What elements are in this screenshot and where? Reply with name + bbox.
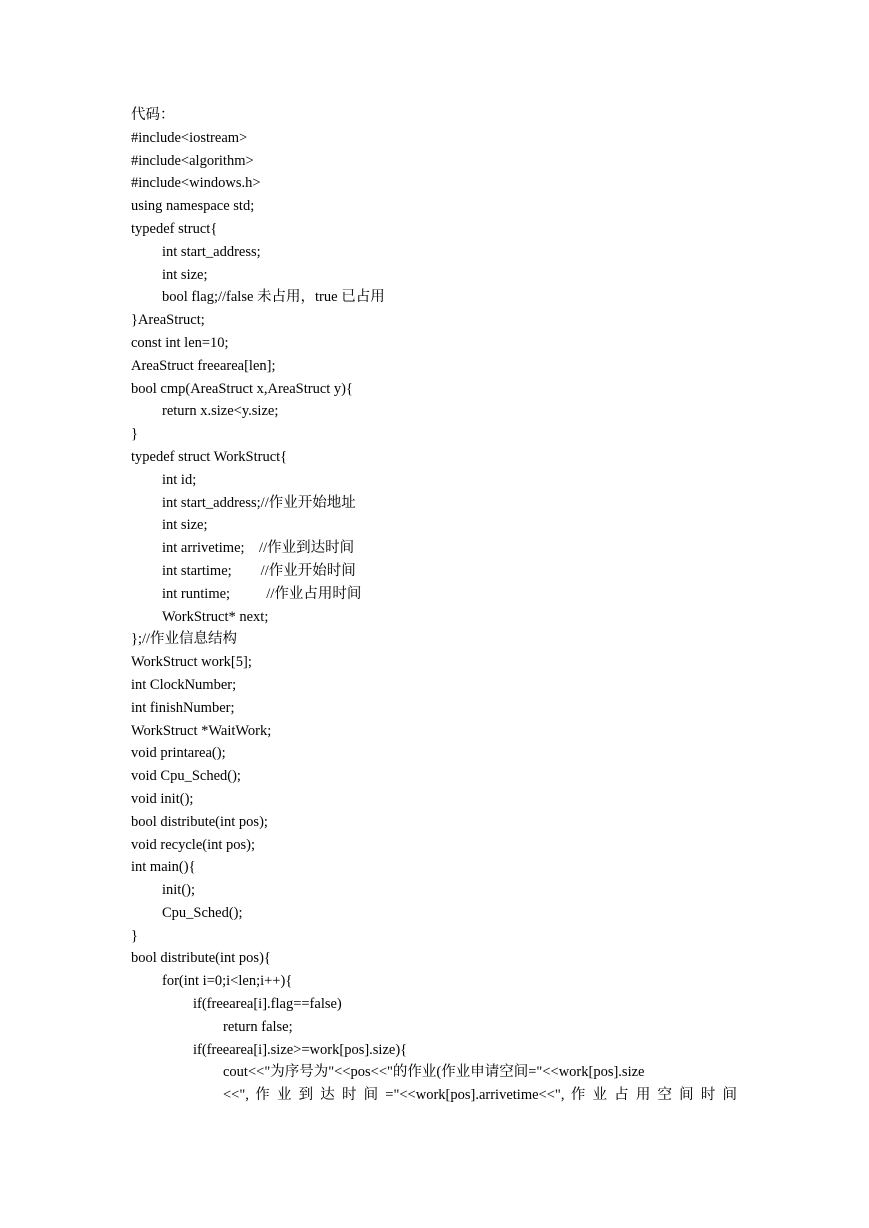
- code-line: void init();: [131, 790, 194, 807]
- code-line: WorkStruct* next;: [162, 608, 269, 625]
- code-line: int id;: [162, 471, 197, 488]
- code-line: bool distribute(int pos);: [131, 813, 268, 830]
- code-line: #include<windows.h>: [131, 175, 261, 192]
- code-line: init();: [162, 882, 196, 899]
- code-line: }: [131, 426, 138, 443]
- code-line: if(freearea[i].flag==false): [193, 996, 342, 1013]
- code-line: #include<algorithm>: [131, 152, 254, 169]
- code-line: }: [131, 927, 138, 944]
- code-line: int startime; //作业开始时间: [162, 562, 356, 579]
- code-line: AreaStruct freearea[len];: [131, 357, 276, 374]
- code-line: const int len=10;: [131, 334, 229, 351]
- code-line: int size;: [162, 517, 208, 534]
- code-line: int arrivetime; //作业到达时间: [162, 540, 355, 557]
- code-line: cout<<"为序号为"<<pos<<"的作业(作业申请空间="<<work[pos].size: [223, 1064, 645, 1081]
- code-line: }AreaStruct;: [131, 312, 205, 329]
- code-line: WorkStruct *WaitWork;: [131, 722, 272, 739]
- code-line: for(int i=0;i<len;i++){: [162, 973, 293, 990]
- code-line: };//作业信息结构: [131, 631, 238, 648]
- code-line: int size;: [162, 266, 208, 283]
- code-line: return x.size<y.size;: [162, 403, 279, 420]
- code-line: if(freearea[i].size>=work[pos].size){: [193, 1041, 408, 1058]
- code-line: <<", 作 业 到 达 时 间 ="<<work[pos].arrivetime<<", 作 业 占 用 空 间 时 间: [223, 1087, 737, 1104]
- code-line: int start_address;//作业开始地址: [162, 494, 356, 511]
- code-line: Cpu_Sched();: [162, 904, 243, 921]
- code-line: int finishNumber;: [131, 699, 235, 716]
- code-line: typedef struct{: [131, 220, 218, 237]
- code-line: using namespace std;: [131, 198, 255, 215]
- code-line: void recycle(int pos);: [131, 836, 256, 853]
- code-line: bool distribute(int pos){: [131, 950, 271, 967]
- code-line: void Cpu_Sched();: [131, 768, 241, 785]
- code-line: typedef struct WorkStruct{: [131, 448, 288, 465]
- code-line: int main(){: [131, 859, 196, 876]
- code-line: return false;: [223, 1018, 293, 1035]
- code-line: int start_address;: [162, 243, 261, 260]
- code-line: WorkStruct work[5];: [131, 654, 252, 671]
- code-line: bool cmp(AreaStruct x,AreaStruct y){: [131, 380, 353, 397]
- code-line: int runtime; //作业占用时间: [162, 585, 362, 602]
- code-listing: [131, 104, 771, 1107]
- code-line: bool flag;//false 未占用，true 已占用: [162, 289, 385, 306]
- code-line: int ClockNumber;: [131, 676, 237, 693]
- section-heading: 代码：: [131, 107, 175, 123]
- code-lines: [131, 127, 771, 1107]
- code-line: void printarea();: [131, 745, 226, 762]
- code-line: #include<iostream>: [131, 129, 248, 146]
